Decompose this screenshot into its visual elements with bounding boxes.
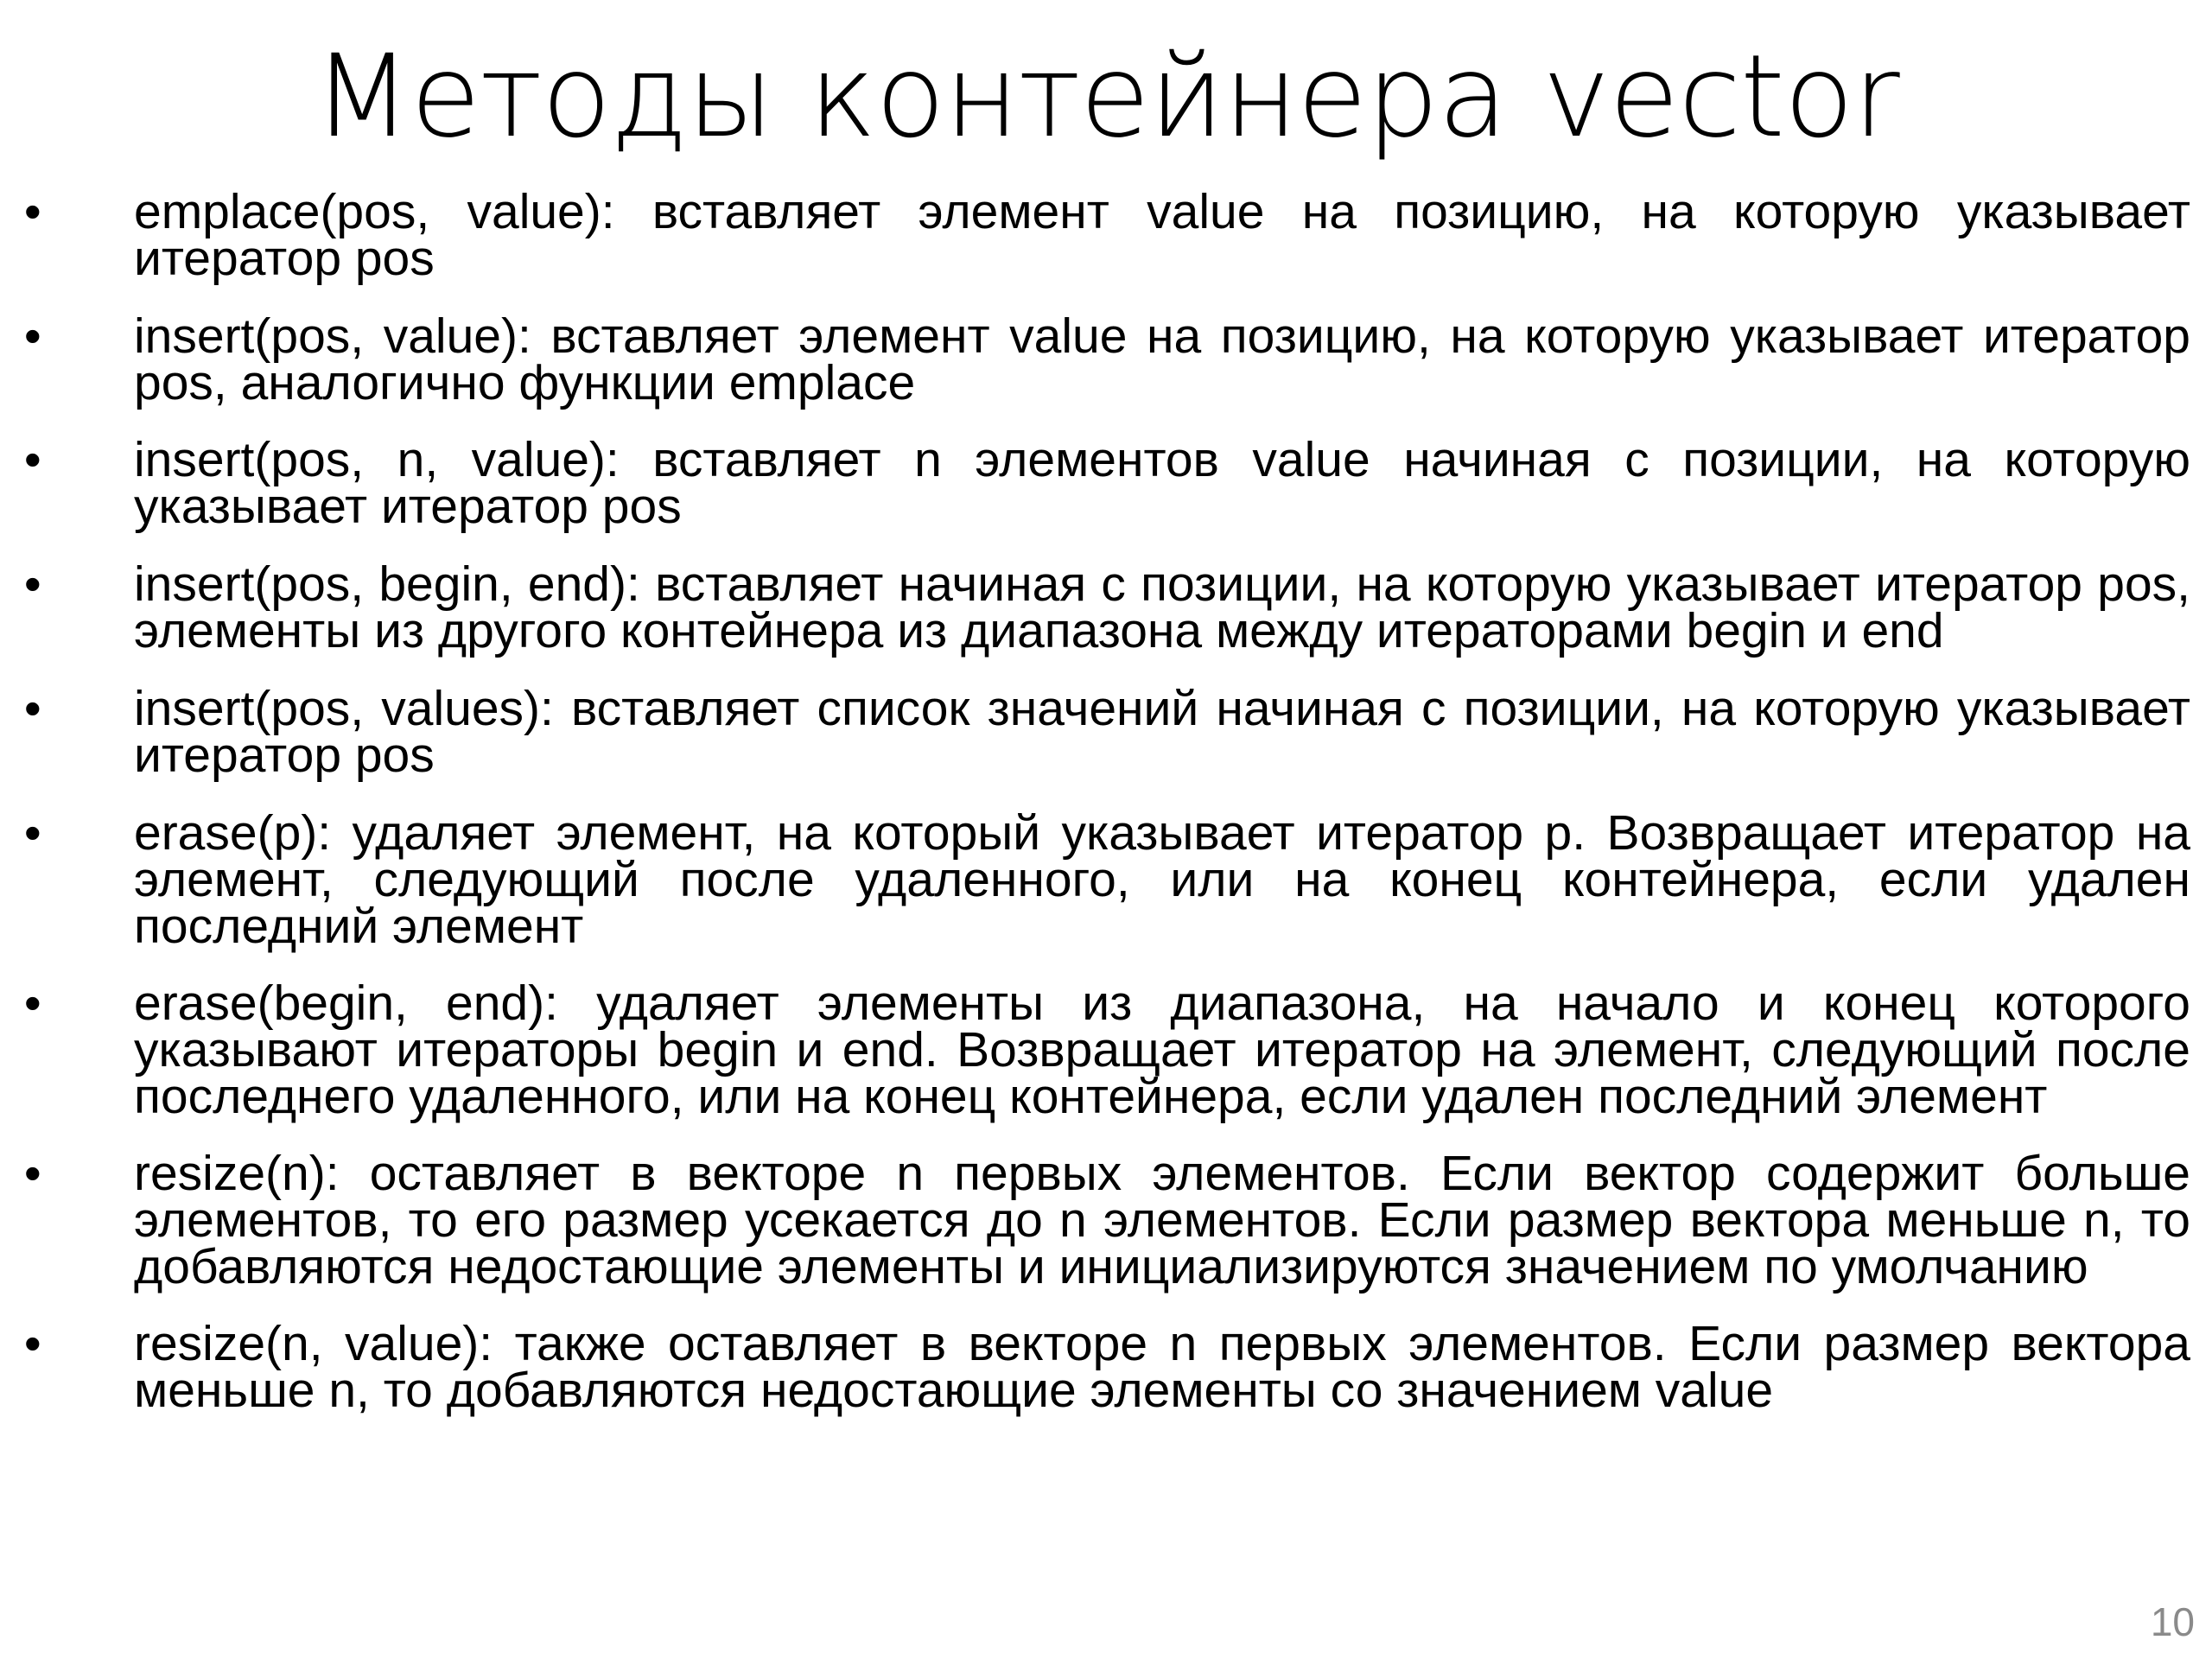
list-item-text: erase(p): удаляет элемент, на который указывает итератор p. Возвращает итератор на элемент, следующий после удаленного, или на конец контейнера, если удален последний элемент — [134, 805, 2190, 954]
bullet-icon: • — [24, 432, 41, 486]
bullet-icon: • — [24, 805, 41, 860]
list-item-text: insert(pos, n, value): вставляет n элементов value начиная с позиции, на которую указывает итератор pos — [134, 432, 2190, 534]
bullet-icon: • — [24, 308, 41, 363]
list-item-text: resize(n): оставляет в векторе n первых элементов. Если вектор содержит больше элементов, то его размер усекается до n элементов. Если размер вектора меньше n, то добавляются недостающие элементы и инициализируются значением по умолчанию — [134, 1146, 2190, 1294]
list-item-text: resize(n, value): также оставляет в векторе n первых элементов. Если размер вектора меньше n, то добавляются недостающие элементы со значением value — [134, 1316, 2190, 1418]
bullet-icon: • — [24, 976, 41, 1030]
list-item-text: insert(pos, values): вставляет список значений начиная с позиции, на которую указывает итератор pos — [134, 681, 2190, 783]
bullet-icon: • — [24, 556, 41, 611]
bullet-icon: • — [24, 681, 41, 735]
bullet-icon: • — [24, 1316, 41, 1370]
list-item-text: emplace(pos, value): вставляет элемент value на позицию, на которую указывает итератор pos — [134, 184, 2190, 286]
list-item-text: erase(begin, end): удаляет элементы из диапазона, на начало и конец которого указывают итераторы begin и end. Возвращает итератор на элемент, следующий после последнего удаленного, или на конец контейнера, если удален последний элемент — [134, 976, 2190, 1124]
list-item-text: insert(pos, begin, end): вставляет начиная с позиции, на которую указывает итератор pos, элементы из другого контейнера из диапазона между итераторами begin и end — [134, 556, 2190, 658]
bullet-icon: • — [24, 184, 41, 238]
bullet-icon: • — [24, 1146, 41, 1200]
list-item-text: insert(pos, value): вставляет элемент value на позицию, на которую указывает итератор pos, аналогично функции emplace — [134, 308, 2190, 410]
slide-title: Методы контейнера vector — [313, 30, 1899, 163]
slide-number: 10 — [2150, 1599, 2195, 1644]
